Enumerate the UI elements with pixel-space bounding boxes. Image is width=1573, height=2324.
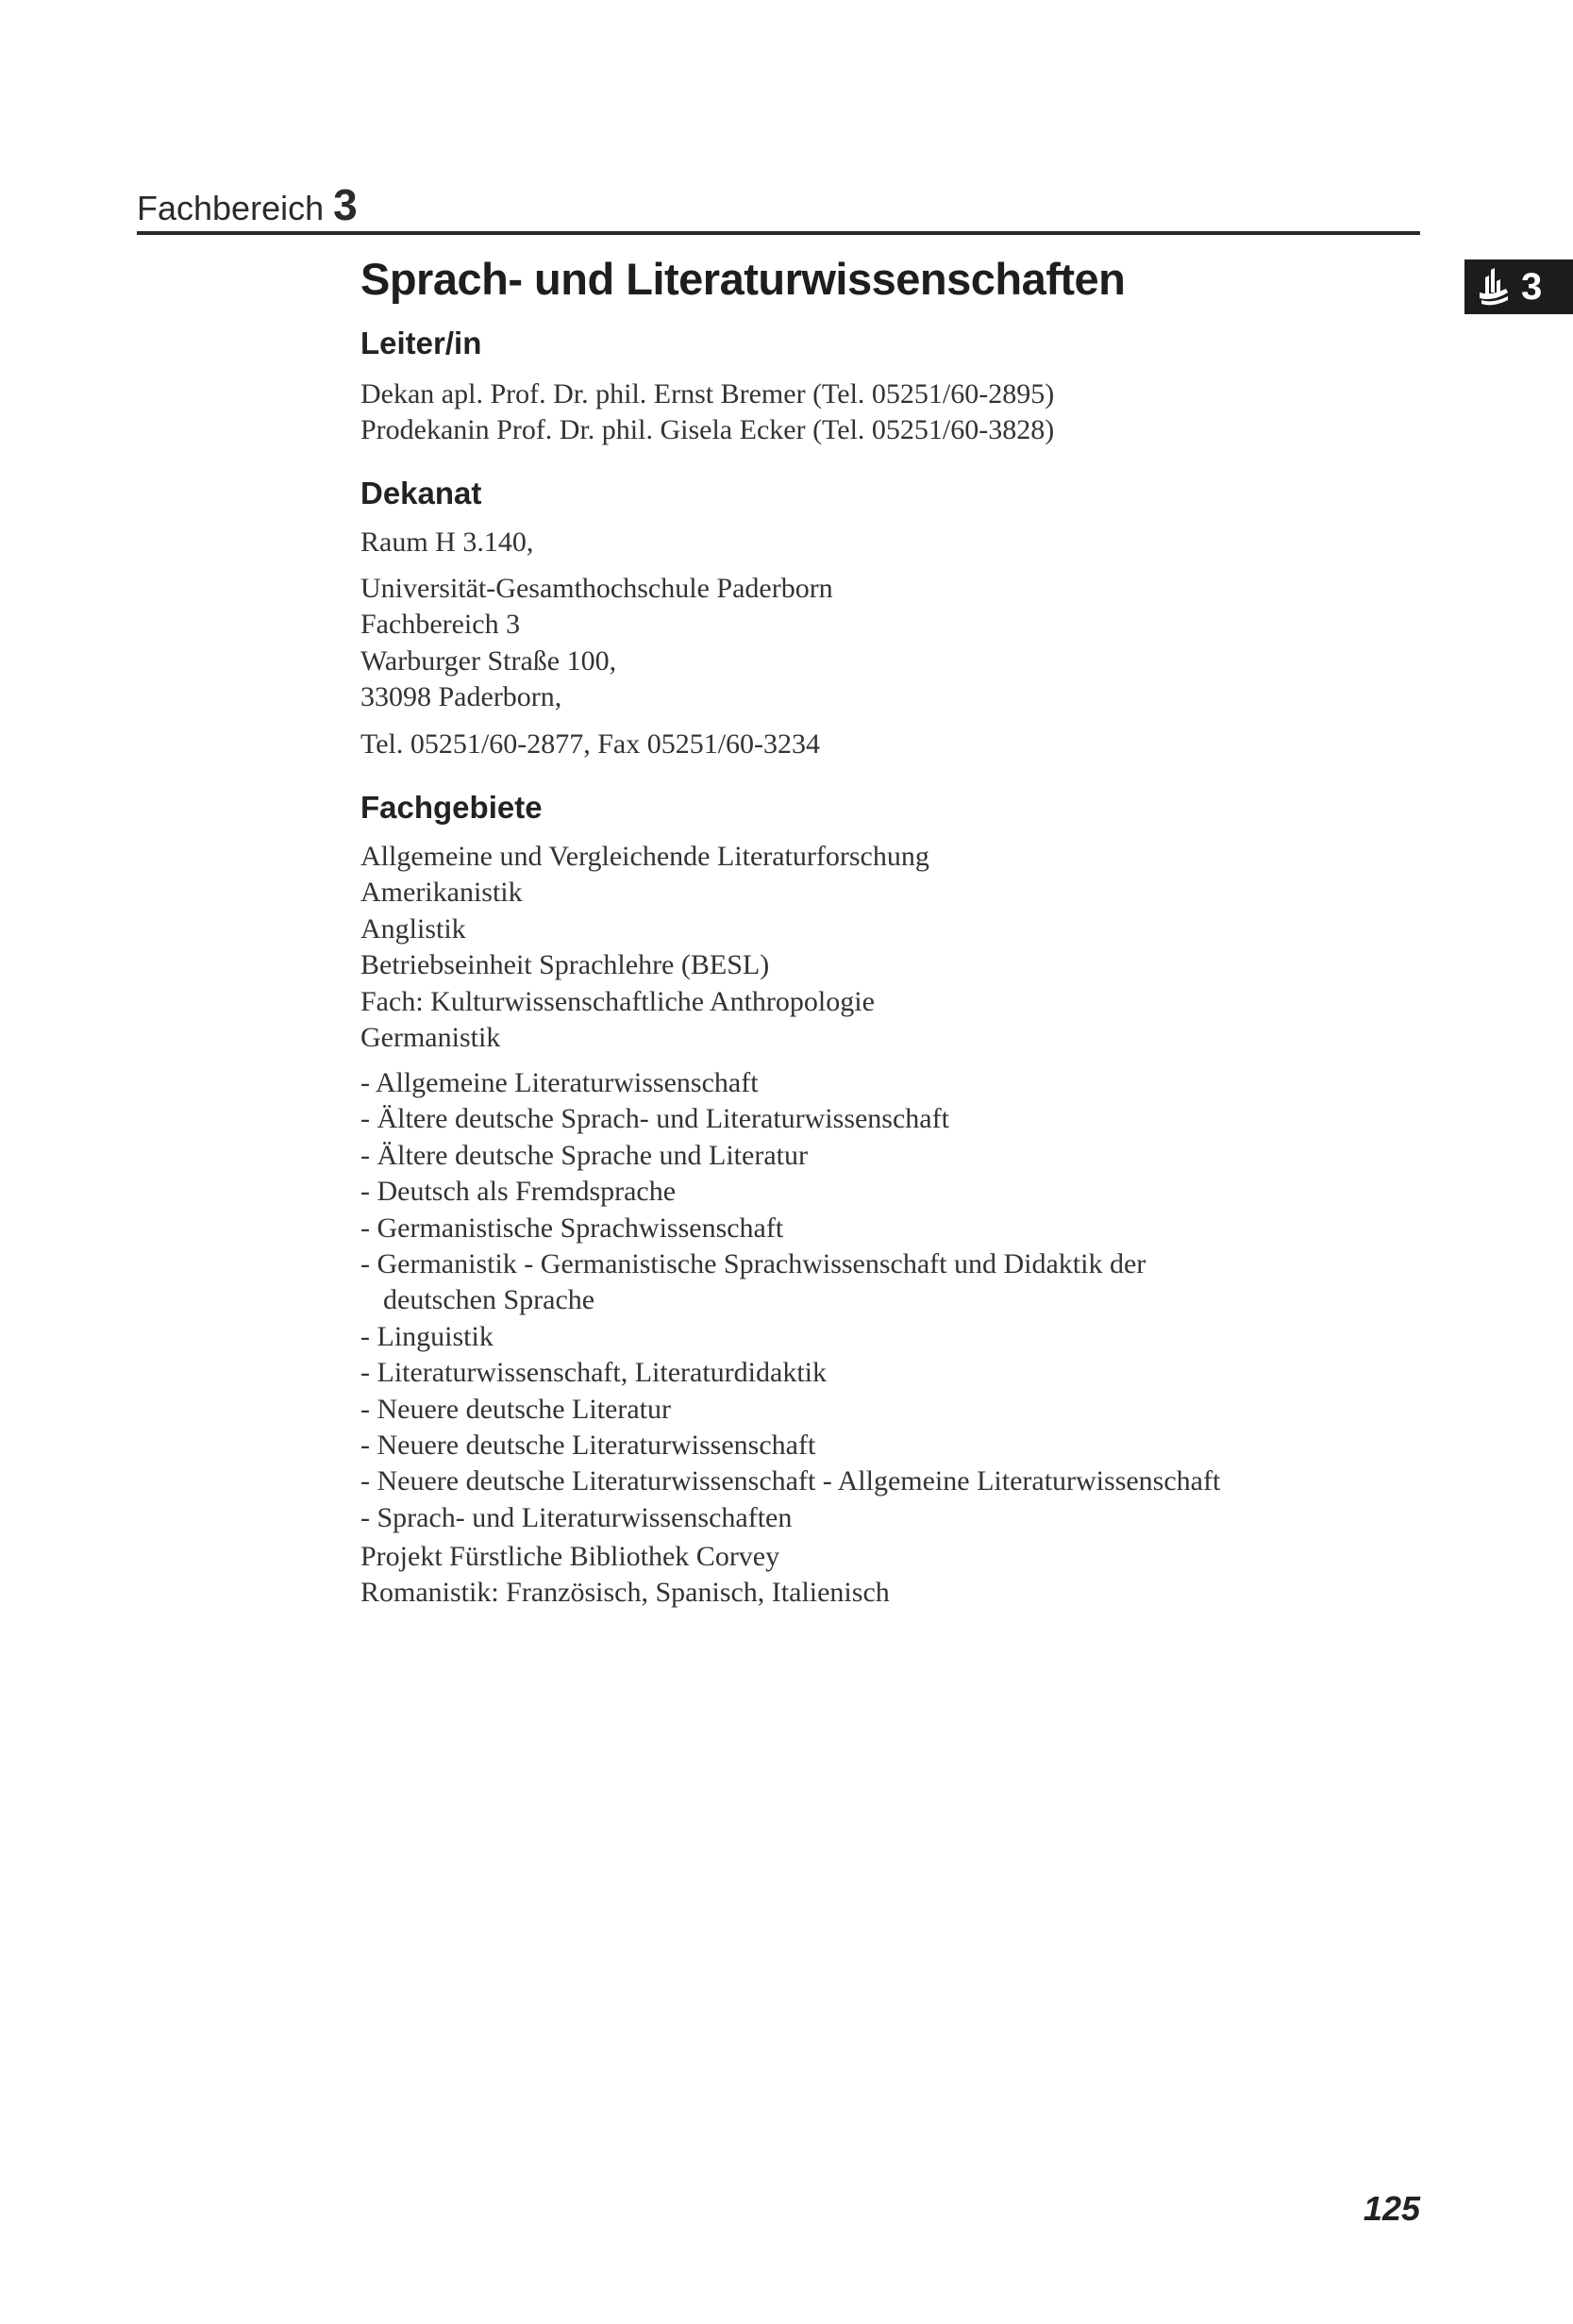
contact-text: Tel. 05251/60-2877, Fax 05251/60-3234 bbox=[360, 728, 821, 760]
list-item: Fach: Kulturwissenschaftliche Anthropologie bbox=[360, 985, 875, 1017]
header-number: 3 bbox=[333, 180, 358, 229]
sub-item: - Literaturwissenschaft, Literaturdidaktik bbox=[360, 1357, 827, 1389]
sub-item: - Linguistik bbox=[360, 1320, 494, 1352]
sub-item: - Neuere deutsche Literaturwissenschaft - Allgemeine Literaturwissenschaft bbox=[360, 1465, 1221, 1497]
dekanat-room bbox=[360, 525, 533, 560]
sub-item: - Deutsch als Fremdsprache bbox=[360, 1176, 677, 1208]
university-logo-icon bbox=[1478, 268, 1510, 306]
fachgebiete-more bbox=[360, 1539, 890, 1612]
page-title: Sprach- und Literaturwissenschaften bbox=[360, 254, 1126, 304]
room-text: Raum H 3.140, bbox=[360, 527, 534, 558]
list-item: Romanistik: Französisch, Spanisch, Italienisch bbox=[360, 1577, 890, 1609]
sub-item: - Neuere deutsche Literatur bbox=[360, 1393, 671, 1425]
header-rule bbox=[137, 231, 1420, 235]
tab-number: 3 bbox=[1521, 265, 1543, 308]
address-line: 33098 Paderborn, bbox=[360, 681, 562, 713]
header-label: Fachbereich bbox=[137, 189, 325, 227]
list-item: Allgemeine und Vergleichende Literaturforschung bbox=[360, 841, 929, 872]
sub-item: - Ältere deutsche Sprach- und Literaturwissenschaft bbox=[360, 1103, 949, 1135]
leitung-list bbox=[360, 376, 1054, 449]
address-line: Universität-Gesamthochschule Paderborn bbox=[360, 573, 833, 604]
list-item: Projekt Fürstliche Bibliothek Corvey bbox=[360, 1541, 780, 1572]
list-item: Amerikanistik bbox=[360, 877, 523, 909]
heading-fachgebiete: Fachgebiete bbox=[360, 790, 543, 825]
sub-item: - Ältere deutsche Sprache und Literatur bbox=[360, 1139, 808, 1171]
running-header bbox=[137, 179, 358, 230]
address-line: Warburger Straße 100, bbox=[360, 644, 617, 677]
list-item: Germanistik bbox=[360, 1022, 501, 1054]
leitung-line: Prodekanin Prof. Dr. phil. Gisela Ecker (Tel. 05251/60-3828) bbox=[360, 414, 1055, 446]
page-number: 125 bbox=[1363, 2189, 1420, 2228]
heading-dekanat: Dekanat bbox=[360, 476, 482, 510]
sub-item: - Germanistische Sprachwissenschaft bbox=[360, 1212, 784, 1244]
germanistik-sublist bbox=[360, 1065, 1220, 1536]
section-tab bbox=[1464, 259, 1573, 314]
fachgebiete-list bbox=[360, 839, 929, 1056]
heading-leitung: Leiter/in bbox=[360, 326, 482, 360]
list-item: Betriebseinheit Sprachlehre (BESL) bbox=[360, 949, 770, 981]
dekanat-contact bbox=[360, 727, 820, 762]
list-item: Anglistik bbox=[360, 912, 466, 945]
sub-item: - Allgemeine Literaturwissenschaft bbox=[360, 1067, 759, 1098]
sub-item: - Neuere deutsche Literaturwissenschaft bbox=[360, 1430, 816, 1462]
sub-item: - Sprach- und Literaturwissenschaften bbox=[360, 1501, 793, 1533]
leitung-line: Dekan apl. Prof. Dr. phil. Ernst Bremer (Tel. 05251/60-2895) bbox=[360, 378, 1055, 410]
sub-item: - Germanistik - Germanistische Sprachwissenschaft und Didaktik der bbox=[360, 1248, 1146, 1280]
sub-item-continuation: deutschen Sprache bbox=[383, 1284, 595, 1316]
dekanat-address bbox=[360, 571, 833, 716]
address-line: Fachbereich 3 bbox=[360, 609, 521, 641]
